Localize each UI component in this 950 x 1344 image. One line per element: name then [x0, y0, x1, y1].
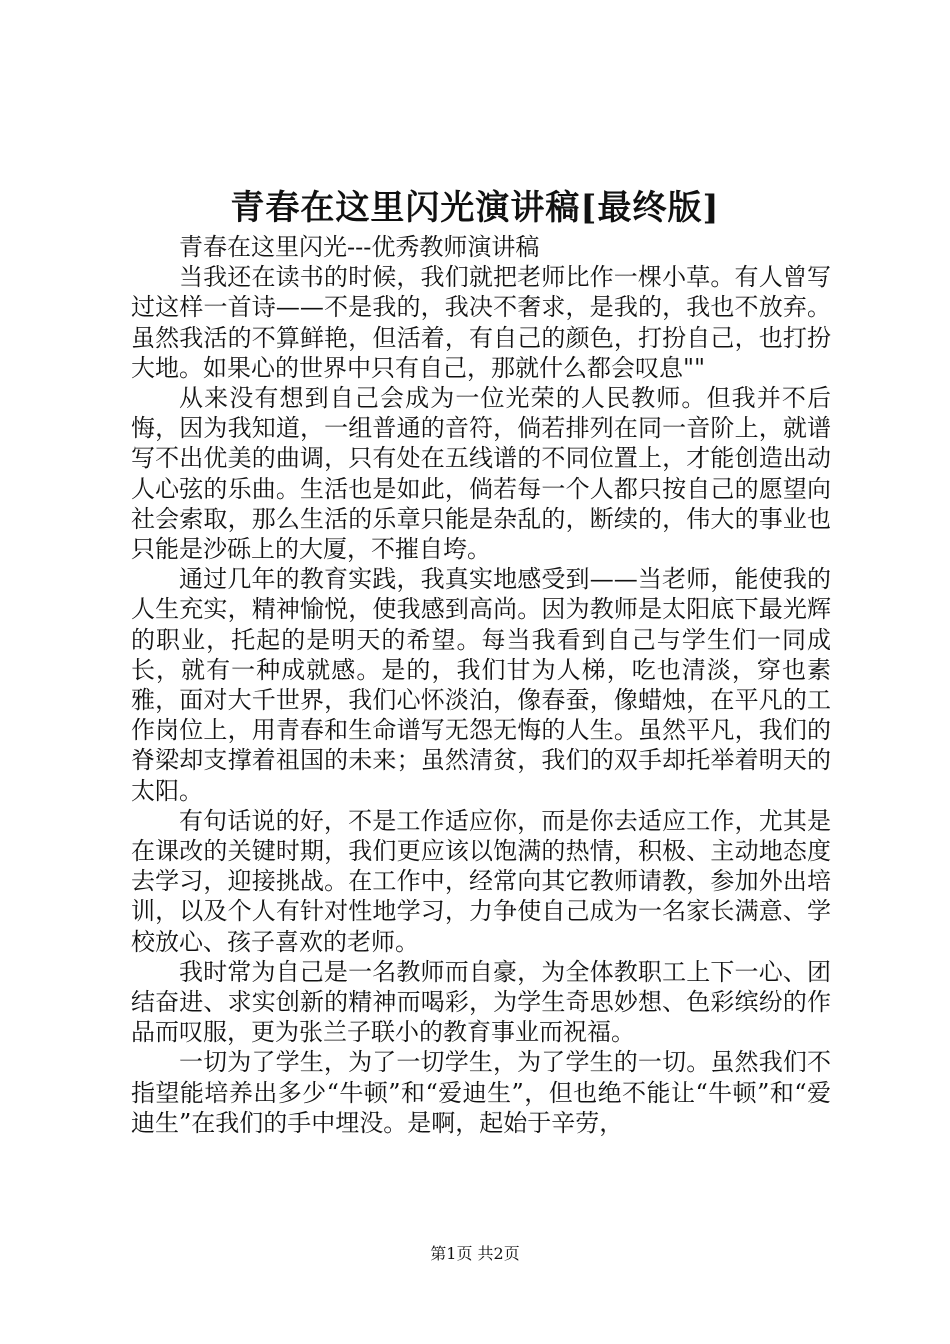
paragraph: 我时常为自己是一名教师而自豪，为全体教职工上下一心、团结奋进、求实创新的精神而喝彩，为学生奇思妙想、色彩缤纷的作品而叹服，更为张兰子联小的教育事业而祝福。	[131, 957, 831, 1047]
paragraph: 一切为了学生，为了一切学生，为了学生的一切。虽然我们不指望能培养出多少“牛顿”和“爱迪生”，但也绝不能让“牛顿”和“爱迪生”在我们的手中埋没。是啊，起始于辛劳，	[131, 1048, 831, 1137]
paragraph: 从来没有想到自己会成为一位光荣的人民教师。但我并不后悔，因为我知道，一组普通的音符，倘若排列在同一音阶上，就谱写不出优美的曲调，只有处在五线谱的不同位置上，才能创造出动人心弦的乐曲。生活也是如此，倘若每一个人都只按自己的愿望向社会索取，那么生活的乐章只能是杂乱的，断续的，伟大的事业也只能是沙砾上的大厦，不摧自垮。	[131, 384, 831, 564]
document-body	[131, 232, 831, 1138]
paragraph: 有句话说的好，不是工作适应你，而是你去适应工作，尤其是在课改的关键时期，我们更应该以饱满的热情，积极、主动地态度去学习，迎接挑战。在工作中，经常向其它教师请教，参加外出培训，以及个人有针对性地学习，力争使自己成为一名家长满意、学校放心、孩子喜欢的老师。	[131, 806, 831, 956]
document-subtitle: 青春在这里闪光---优秀教师演讲稿	[179, 233, 540, 261]
page-number-footer: 第1页 共2页	[430, 1244, 520, 1263]
document-title: 青春在这里闪光演讲稿[最终版]	[230, 188, 720, 228]
paragraph: 当我还在读书的时候，我们就把老师比作一棵小草。有人曾写过这样一首诗——不是我的，我决不奢求，是我的，我也不放弃。虽然我活的不算鲜艳，但活着，有自己的颜色，打扮自己，也打扮大地。如果心的世界中只有自己，那就什么都会叹息""	[131, 263, 831, 382]
paragraph: 通过几年的教育实践，我真实地感受到——当老师，能使我的人生充实，精神愉悦，使我感到高尚。因为教师是太阳底下最光辉的职业，托起的是明天的希望。每当我看到自己与学生们一同成长，就有一种成就感。是的，我们甘为人梯，吃也清淡，穿也素雅，面对大千世界，我们心怀淡泊，像春蚕，像蜡烛，在平凡的工作岗位上，用青春和生命谱写无怨无悔的人生。虽然平凡，我们的脊梁却支撑着祖国的未来；虽然清贫，我们的双手却托举着明天的太阳。	[131, 565, 831, 805]
